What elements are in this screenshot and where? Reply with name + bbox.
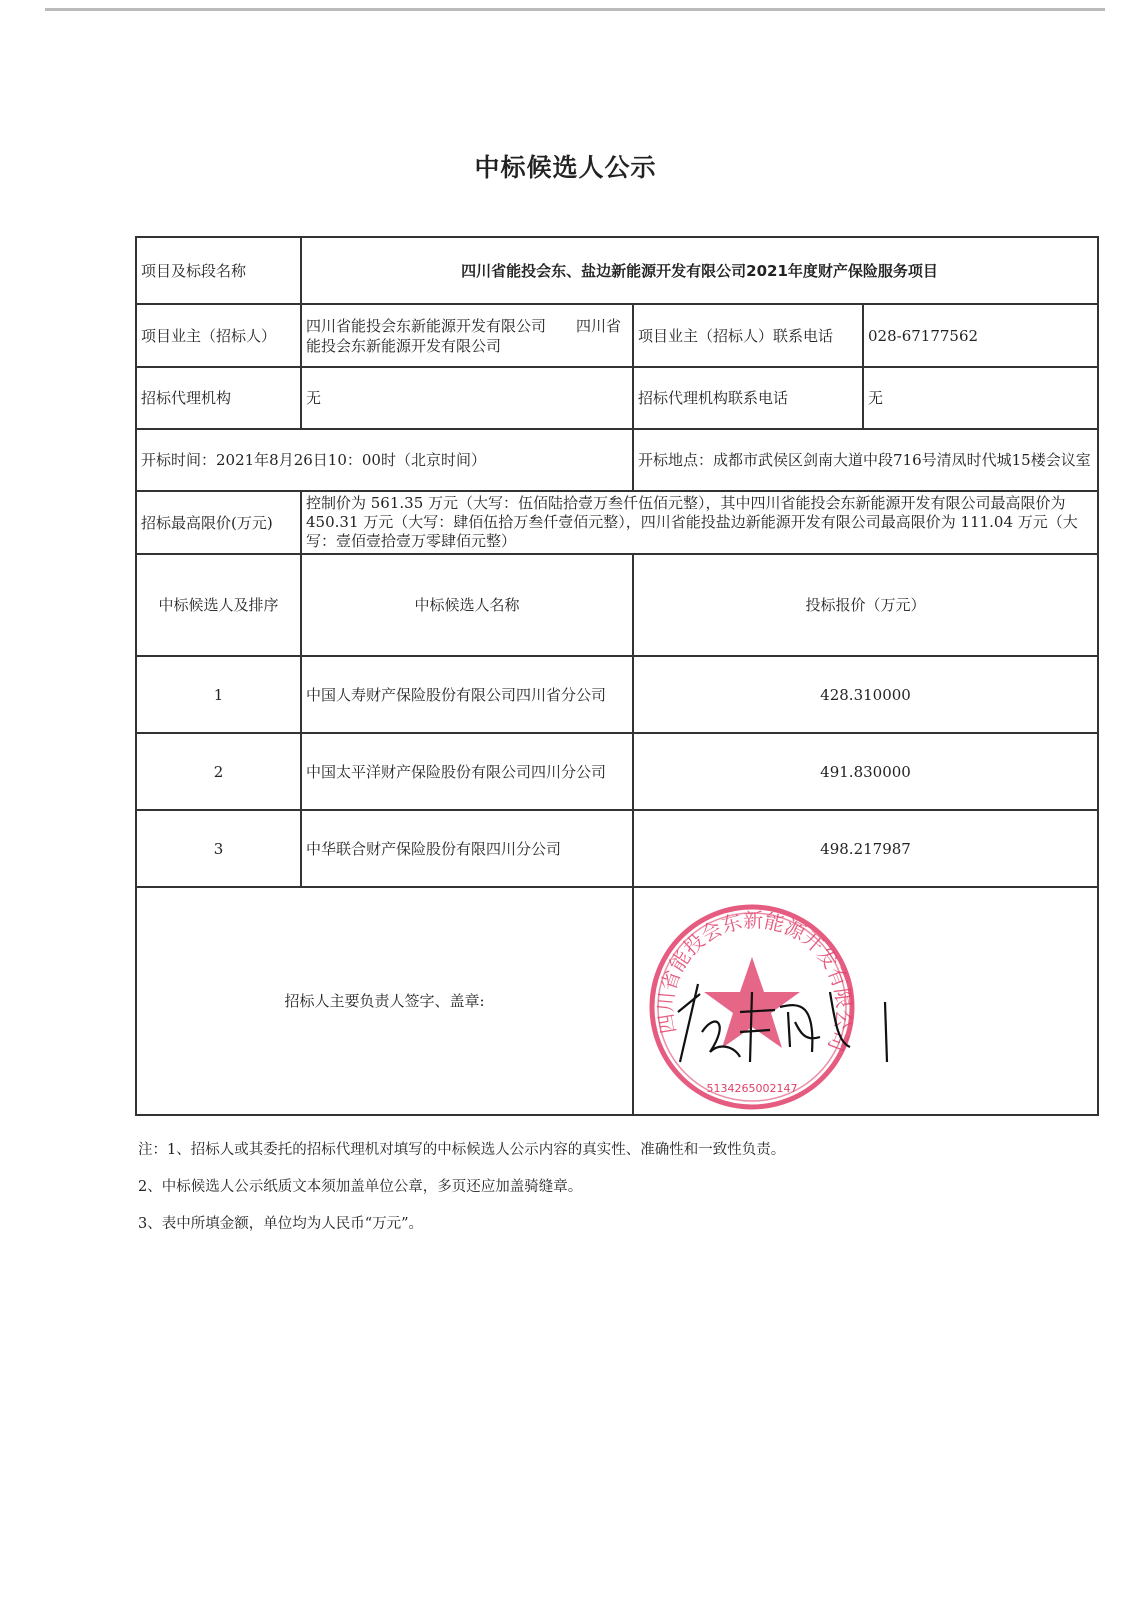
project-value: 四川省能投会东、盐边新能源开发有限公司2021年度财产保险服务项目 (301, 237, 1098, 304)
signature-label: 招标人主要负责人签字、盖章: (136, 887, 633, 1115)
owner-value: 四川省能投会东新能源开发有限公司 四川省能投会东新能源开发有限公司 (301, 304, 633, 367)
page-title: 中标候选人公示 (474, 153, 657, 182)
candidate-rank: 2 (136, 733, 301, 810)
max-price-value: 控制价为 561.35 万元（大写：伍佰陆拾壹万叁仟伍佰元整），其中四川省能投会东新能源开发有限公司最高限价为 450.31 万元（大写：肆佰伍拾万叁仟壹佰元整），四川省能投盐边新能源开发有限公司最高限价为 111.04 万元（大写：壹佰壹拾壹万零肆佰元整） (301, 491, 1098, 554)
table-row (136, 810, 1098, 887)
owner-label: 项目业主（招标人） (136, 304, 301, 367)
candidate-rank: 1 (136, 656, 301, 733)
company-seal (640, 892, 940, 1117)
note-2: 2、中标候选人公示纸质文本须加盖单位公章，多页还应加盖骑缝章。 (138, 1179, 583, 1195)
owner-phone-label: 项目业主（招标人）联系电话 (633, 304, 863, 367)
candidate-rank: 3 (136, 810, 301, 887)
row-signature (136, 887, 1098, 1115)
agency-phone-label: 招标代理机构联系电话 (633, 367, 863, 429)
row-owner (136, 304, 1098, 367)
note-1: 注：1、招标人或其委托的招标代理机对填写的中标候选人公示内容的真实性、准确性和一致性负责。 (138, 1142, 786, 1158)
seal-text: 四川省能投会东新能源开发有限公司 (653, 908, 857, 1055)
candidate-name: 中华联合财产保险股份有限四川分公司 (301, 810, 633, 887)
candidate-bid: 428.310000 (633, 656, 1098, 733)
rank-header: 中标候选人及排序 (136, 554, 301, 656)
max-price-label: 招标最高限价(万元) (136, 491, 301, 554)
agency-label: 招标代理机构 (136, 367, 301, 429)
row-opening (136, 429, 1098, 491)
row-agency (136, 367, 1098, 429)
name-header: 中标候选人名称 (301, 554, 633, 656)
candidates-header-row (136, 554, 1098, 656)
candidate-bid: 491.830000 (633, 733, 1098, 810)
announcement-table (135, 236, 1099, 1116)
note-3: 3、表中所填金额，单位均为人民币“万元”。 (138, 1216, 424, 1232)
opening-place: 开标地点：成都市武侯区剑南大道中段716号清凤时代城15楼会议室 (633, 429, 1098, 491)
scan-edge (45, 8, 1105, 11)
owner-phone: 028-67177562 (863, 304, 1098, 367)
row-max-price (136, 491, 1098, 554)
seal-code: 5134265002147 (706, 1082, 798, 1095)
candidate-name: 中国太平洋财产保险股份有限公司四川分公司 (301, 733, 633, 810)
agency-phone: 无 (863, 367, 1098, 429)
bid-header: 投标报价（万元） (633, 554, 1098, 656)
agency-value: 无 (301, 367, 633, 429)
project-label: 项目及标段名称 (136, 237, 301, 304)
table-row (136, 656, 1098, 733)
row-project (136, 237, 1098, 304)
opening-time: 开标时间：2021年8月26日10：00时（北京时间） (136, 429, 633, 491)
notes (138, 1140, 785, 1251)
candidate-name: 中国人寿财产保险股份有限公司四川省分公司 (301, 656, 633, 733)
candidate-bid: 498.217987 (633, 810, 1098, 887)
table-row (136, 733, 1098, 810)
signature-cell (633, 887, 1098, 1115)
